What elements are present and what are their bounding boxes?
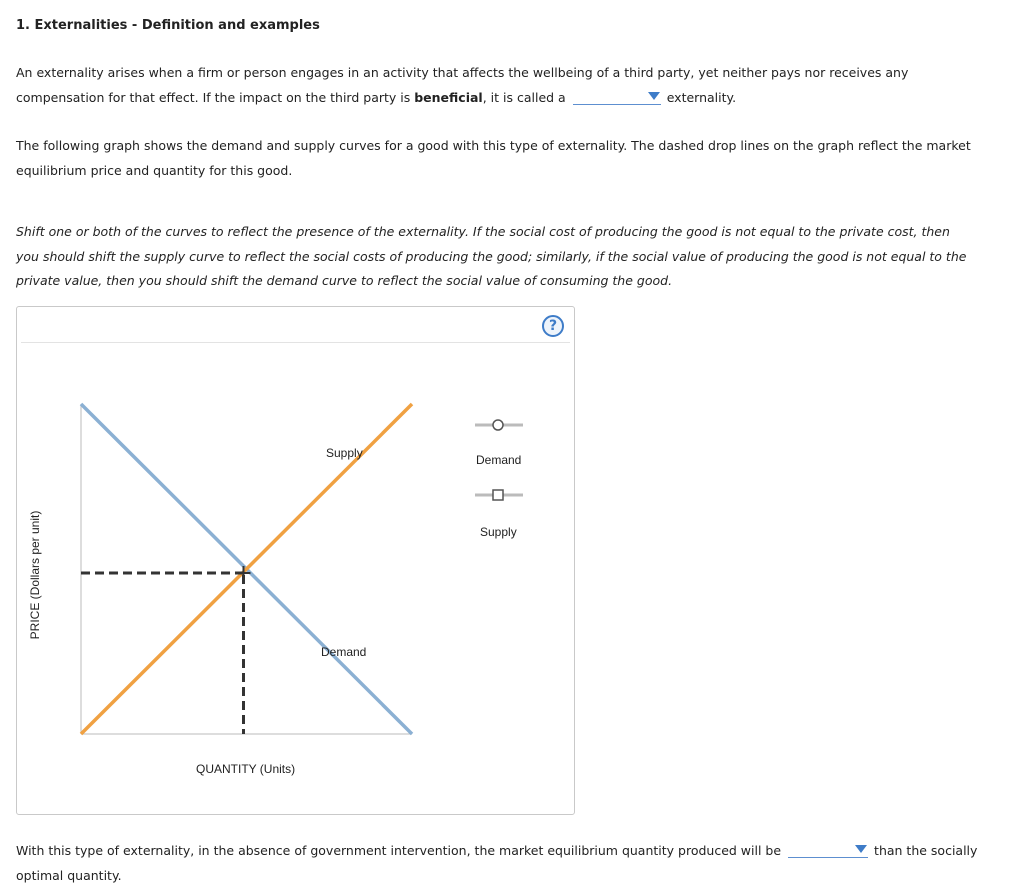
paragraph-instructions: Shift one or both of the curves to reflect the presence of the externality. If the social cost of producing the good is not equal to the private cost, then you should shift the supply curve to reflect the social costs of producing the good; similarly, if the social value of producing the good is not equal to the private value, then you should shift the demand curve to reflect the social value of consuming the good. [16, 224, 967, 288]
paragraph-conclusion [16, 839, 1006, 888]
supply-tool[interactable] [475, 490, 523, 500]
question-mark-icon: ? [548, 318, 558, 334]
x-axis-label: QUANTITY (Units) [196, 762, 296, 776]
supply-curve-label: Supply [326, 446, 363, 460]
beneficial-bold: beneficial [414, 89, 483, 105]
demand-curve-label: Demand [321, 645, 367, 659]
question-title: 1. Externalities - Definition and examples [16, 18, 320, 33]
demand-tool-label[interactable]: Demand [476, 453, 522, 467]
y-axis-label: PRICE (Dollars per unit) [28, 510, 42, 640]
paragraph-graph-intro: The following graph shows the demand and supply curves for a good with this type of externality. The dashed drop lines on the graph reflect the market equilibrium price and quantity for this good. [16, 138, 971, 178]
externality-word: externality. [666, 89, 737, 105]
conclusion-end-text: than the socially optimal quantity. [16, 843, 978, 883]
circle-marker-icon [493, 420, 503, 430]
chevron-down-icon [855, 845, 867, 853]
demand-tool[interactable] [475, 420, 523, 430]
quantity-comparison-dropdown[interactable] [788, 841, 868, 858]
called-text: , it is called a [482, 89, 566, 105]
conclusion-text: With this type of externality, in the absence of government intervention, the market equilibrium quantity produced will be [16, 843, 782, 858]
supply-tool-label[interactable]: Supply [480, 525, 517, 539]
square-marker-icon [493, 490, 503, 500]
definition-text: An externality arises when a firm or person engages in an activity that affects the wellbeing of a third party, yet neither pays nor receives any compensation for that effect. If the impact on the third party is [16, 65, 909, 105]
